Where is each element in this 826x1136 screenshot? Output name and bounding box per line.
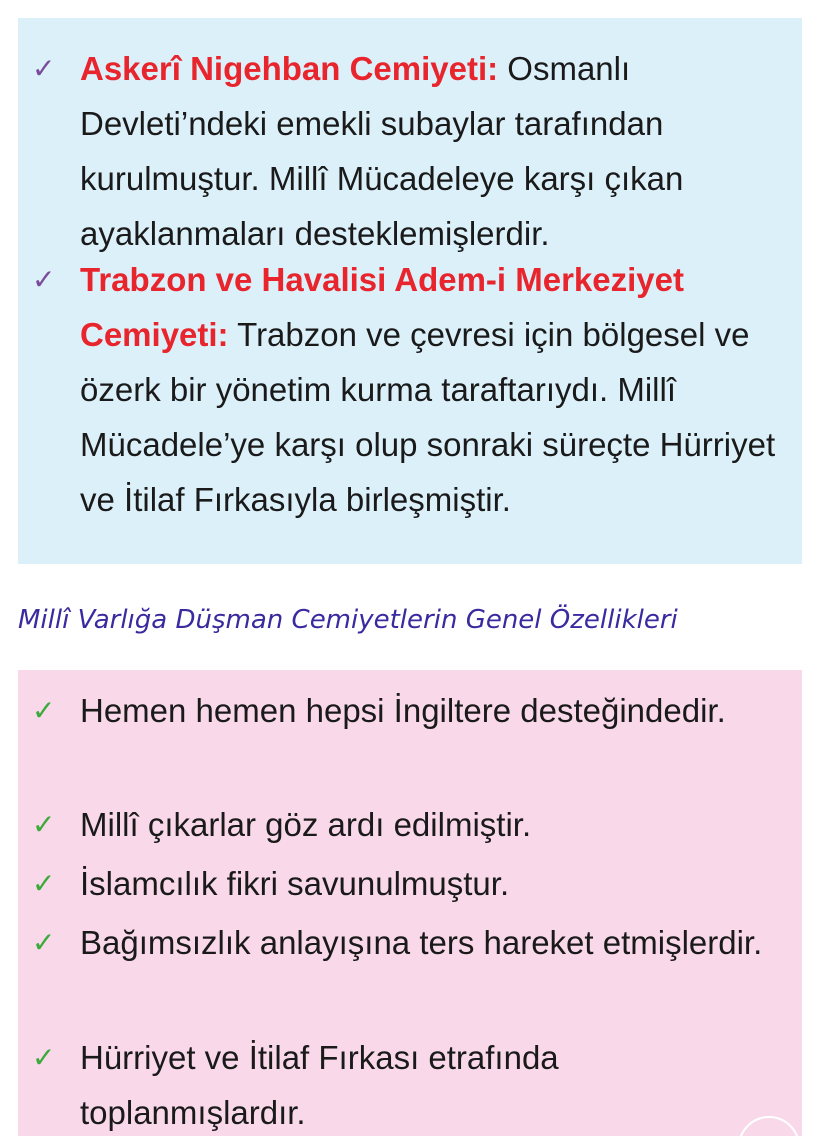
list-item: Bağımsızlık anlayışına ters hareket etmişlerdir.: [80, 924, 763, 961]
item-text: Osmanlı Devleti’ndeki emekli subaylar tarafından kurulmuştur. Millî Mücadeleye karşı çıkan ayaklanmaları desteklemişlerdir.: [80, 50, 684, 252]
checkmark-icon: ✓: [32, 809, 56, 840]
item-term: Askerî Nigehban Cemiyeti:: [80, 50, 499, 87]
checkmark-icon: ✓: [32, 695, 56, 726]
checkmark-icon: ✓: [32, 927, 56, 958]
list-item: Hürriyet ve İtilaf Fırkası etrafında toplanmışlardır.: [80, 1039, 559, 1131]
checkmark-icon: ✓: [32, 53, 56, 84]
list-item: Millî çıkarlar göz ardı edilmiştir.: [80, 806, 532, 843]
blue-info-box: [18, 18, 802, 564]
list-item: Hemen hemen hepsi İngiltere desteğindedir.: [80, 692, 726, 729]
item-text: Trabzon ve çevresi için bölgesel ve özerk bir yönetim kurma taraftarıydı. Millî Mücadele’ye karşı olup sonraki süreçte Hürriyet ve İtilaf Fırkasıyla birleşmiştir.: [80, 316, 776, 518]
list-item: İslamcılık fikri savunulmuştur.: [80, 865, 510, 902]
list-item-trabzon-cemiyeti: [80, 252, 792, 527]
checkmark-icon: ✓: [32, 1042, 56, 1073]
checkmark-icon: ✓: [32, 264, 56, 295]
item-term: Trabzon ve Havalisi Adem-i Merkeziyet Cemiyeti:: [80, 261, 685, 353]
list-item-askeri-nigehban: [80, 41, 792, 261]
section-title: Millî Varlığa Düşman Cemiyetlerin Genel Özellikleri: [18, 605, 678, 635]
pink-info-box: [18, 670, 802, 1136]
checkmark-icon: ✓: [32, 868, 56, 899]
